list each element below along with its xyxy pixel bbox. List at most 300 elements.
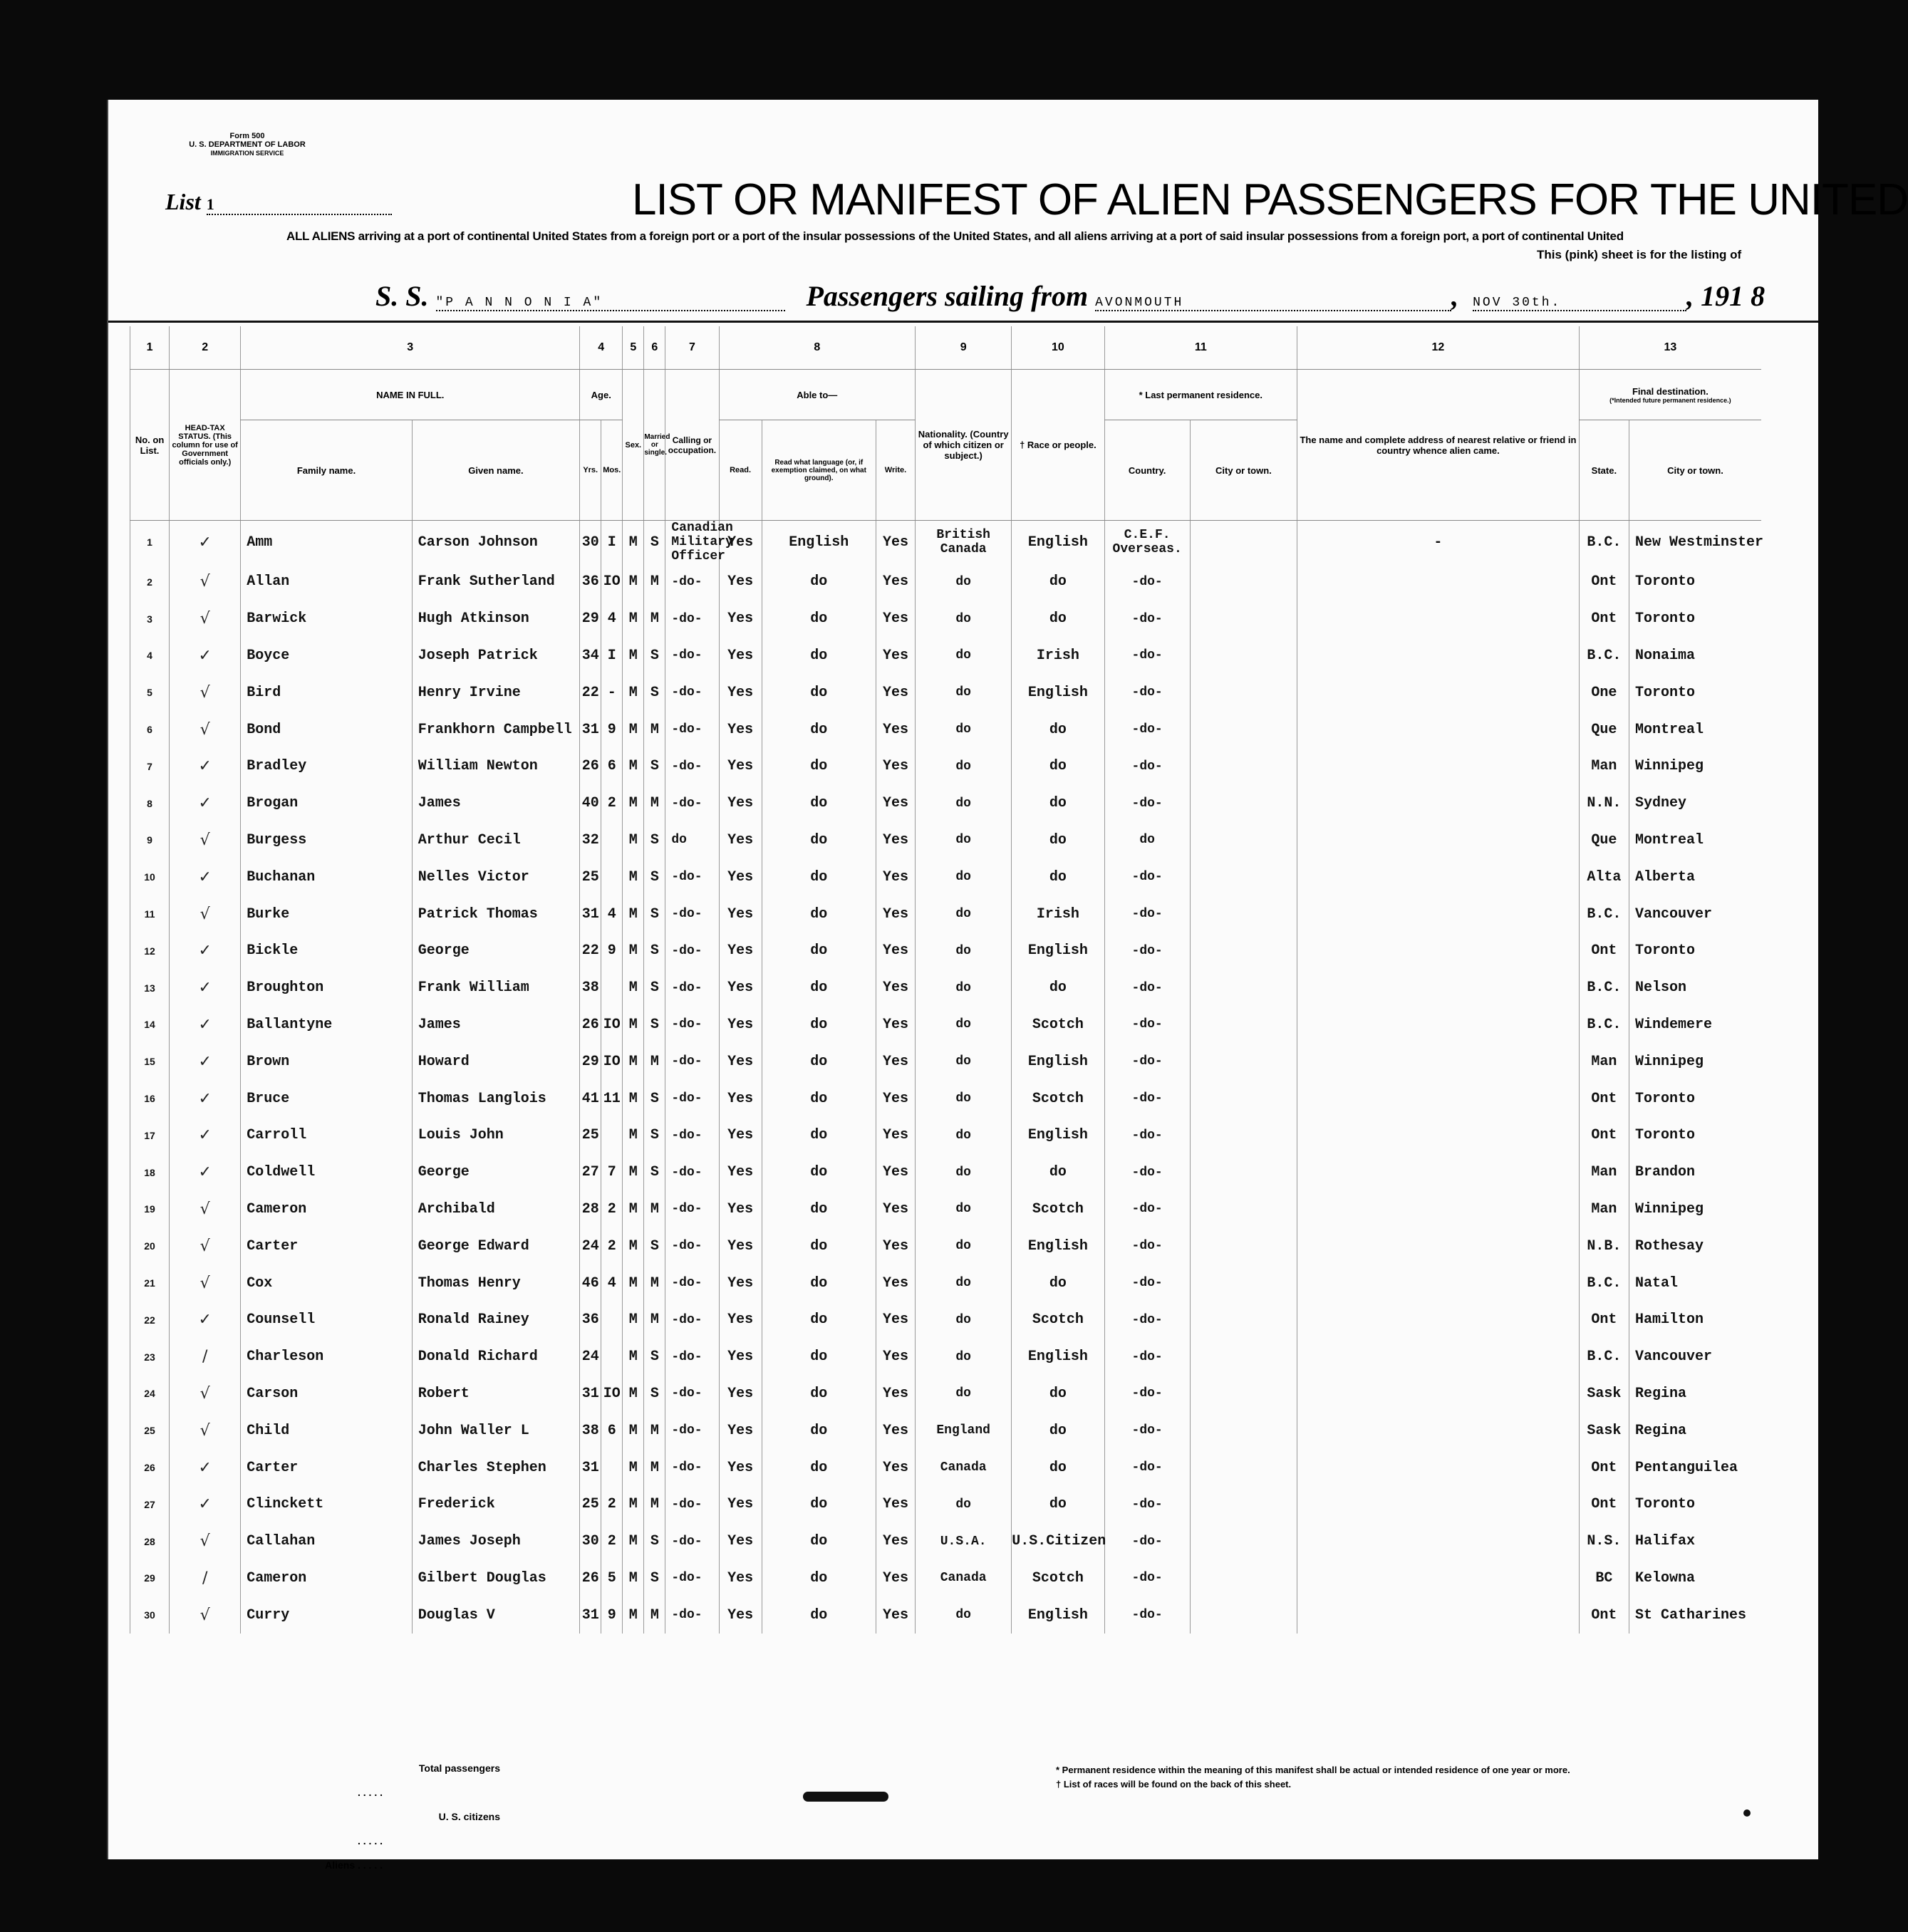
cell-mos: 9 bbox=[601, 1596, 623, 1634]
cell-country: -do- bbox=[1104, 1264, 1190, 1302]
cell-city bbox=[1190, 1412, 1297, 1449]
cell-n: 6 bbox=[130, 711, 170, 748]
cell-write: Yes bbox=[876, 785, 915, 822]
cell-mos: 5 bbox=[601, 1560, 623, 1597]
cell-given: Louis John bbox=[412, 1117, 579, 1154]
totals-block: Total passengers . . . . . U. S. citizens . . . . . Aliens . . . . . bbox=[325, 1762, 500, 1871]
cell-lang: do bbox=[762, 1227, 876, 1264]
cell-write: Yes bbox=[876, 1117, 915, 1154]
cell-sex: M bbox=[623, 711, 644, 748]
column-header-row bbox=[130, 370, 1762, 420]
cell-city bbox=[1190, 1560, 1297, 1597]
cell-nat: do bbox=[916, 1043, 1012, 1080]
cell-sex: M bbox=[623, 1302, 644, 1339]
page-title: LIST OR MANIFEST OF ALIEN PASSENGERS FOR THE UNITED bbox=[632, 175, 1908, 224]
cell-read: Yes bbox=[719, 1376, 762, 1413]
cell-occ: -do- bbox=[665, 1227, 719, 1264]
cell-sex: M bbox=[623, 1412, 644, 1449]
cell-t: ✓ bbox=[170, 1154, 241, 1191]
cell-country: -do- bbox=[1104, 895, 1190, 933]
cell-write: Yes bbox=[876, 933, 915, 970]
cell-mos: 2 bbox=[601, 785, 623, 822]
cell-n: 3 bbox=[130, 601, 170, 638]
cell-sex: M bbox=[623, 1264, 644, 1302]
cell-read: Yes bbox=[719, 1596, 762, 1634]
cell-mos bbox=[601, 1117, 623, 1154]
cell-n: 22 bbox=[130, 1302, 170, 1339]
cell-occ: -do- bbox=[665, 1376, 719, 1413]
cell-n: 18 bbox=[130, 1154, 170, 1191]
list-number: List 1 bbox=[165, 189, 392, 215]
cell-family: Boyce bbox=[241, 638, 412, 675]
header-country: Country. bbox=[1104, 420, 1190, 521]
cell-mos: 11 bbox=[601, 1080, 623, 1117]
cell-sex: M bbox=[623, 858, 644, 895]
cell-nat: do bbox=[916, 1486, 1012, 1523]
cell-occ: -do- bbox=[665, 674, 719, 711]
department-name: U. S. DEPARTMENT OF LABOR bbox=[189, 140, 306, 149]
cell-write: Yes bbox=[876, 1449, 915, 1486]
cell-rel bbox=[1297, 674, 1580, 711]
table-row bbox=[130, 521, 1762, 564]
passenger-rows bbox=[130, 521, 1762, 1634]
cell-t: √ bbox=[170, 1191, 241, 1228]
cell-t: ✓ bbox=[170, 1007, 241, 1044]
cell-nat: do bbox=[916, 1191, 1012, 1228]
cell-sex: M bbox=[623, 933, 644, 970]
cell-n: 16 bbox=[130, 1080, 170, 1117]
cell-nat: do bbox=[916, 748, 1012, 785]
cell-rel bbox=[1297, 785, 1580, 822]
cell-state: Ont bbox=[1579, 1302, 1629, 1339]
header-final bbox=[1579, 370, 1761, 420]
cell-town: Toronto bbox=[1629, 1117, 1761, 1154]
cell-lang: do bbox=[762, 1376, 876, 1413]
cell-sex: M bbox=[623, 1080, 644, 1117]
cell-read: Yes bbox=[719, 1339, 762, 1376]
header-calling: Calling or occupation. bbox=[665, 370, 719, 521]
cell-t: ✓ bbox=[170, 858, 241, 895]
header-final-note: (*Intended future permanent residence.) bbox=[1609, 396, 1731, 404]
cell-nat: do bbox=[916, 970, 1012, 1007]
cell-race: do bbox=[1012, 1449, 1104, 1486]
table-row bbox=[130, 1412, 1762, 1449]
cell-occ: -do- bbox=[665, 1117, 719, 1154]
header-sex: Sex. bbox=[623, 370, 644, 521]
cell-n: 26 bbox=[130, 1449, 170, 1486]
cell-country: -do- bbox=[1104, 601, 1190, 638]
cell-rel bbox=[1297, 933, 1580, 970]
cell-yrs: 26 bbox=[580, 1007, 601, 1044]
table-row bbox=[130, 1191, 1762, 1228]
cell-yrs: 41 bbox=[580, 1080, 601, 1117]
form-number: Form 500 bbox=[229, 132, 265, 140]
cell-state: Ont bbox=[1579, 1080, 1629, 1117]
cell-country: -do- bbox=[1104, 785, 1190, 822]
cell-family: Barwick bbox=[241, 601, 412, 638]
column-number-row: 1 2 3 4 5 6 7 8 9 10 11 12 13 bbox=[130, 326, 1762, 370]
cell-nat: Canada bbox=[916, 1449, 1012, 1486]
cell-lang: do bbox=[762, 858, 876, 895]
cell-read: Yes bbox=[719, 1154, 762, 1191]
cell-state: B.C. bbox=[1579, 1339, 1629, 1376]
cell-yrs: 27 bbox=[580, 1154, 601, 1191]
cell-town: Rothesay bbox=[1629, 1227, 1761, 1264]
table-row bbox=[130, 785, 1762, 822]
cell-ms: S bbox=[644, 1523, 665, 1560]
cell-ms: M bbox=[644, 1043, 665, 1080]
header-headtax: HEAD-TAX STATUS. (This column for use of Government officials only.) bbox=[170, 370, 241, 521]
cell-ms: M bbox=[644, 785, 665, 822]
cell-town: Regina bbox=[1629, 1376, 1761, 1413]
total-passengers-label: Total passengers bbox=[418, 1762, 500, 1774]
cell-mos: I bbox=[601, 521, 623, 564]
cell-mos: 2 bbox=[601, 1191, 623, 1228]
cell-rel bbox=[1297, 1523, 1580, 1560]
table-row bbox=[130, 822, 1762, 859]
cell-write: Yes bbox=[876, 1154, 915, 1191]
cell-lang: do bbox=[762, 1596, 876, 1634]
cell-ms: S bbox=[644, 1560, 665, 1597]
cell-given: Howard bbox=[412, 1043, 579, 1080]
cell-race: English bbox=[1012, 1043, 1104, 1080]
cell-read: Yes bbox=[719, 970, 762, 1007]
table-row bbox=[130, 933, 1762, 970]
cell-n: 13 bbox=[130, 970, 170, 1007]
cell-write: Yes bbox=[876, 1227, 915, 1264]
cell-ms: S bbox=[644, 822, 665, 859]
cell-country: -do- bbox=[1104, 1449, 1190, 1486]
cell-sex: M bbox=[623, 822, 644, 859]
cell-ms: S bbox=[644, 1154, 665, 1191]
header-family: Family name. bbox=[241, 420, 412, 521]
cell-family: Bird bbox=[241, 674, 412, 711]
cell-given: George bbox=[412, 933, 579, 970]
cell-mos: 9 bbox=[601, 711, 623, 748]
cell-mos: IO bbox=[601, 564, 623, 601]
cell-ms: S bbox=[644, 858, 665, 895]
cell-occ: -do- bbox=[665, 933, 719, 970]
header-rule bbox=[108, 321, 1818, 323]
cell-yrs: 24 bbox=[580, 1339, 601, 1376]
cell-read: Yes bbox=[719, 1043, 762, 1080]
table-row bbox=[130, 1339, 1762, 1376]
cell-occ: -do- bbox=[665, 1560, 719, 1597]
cell-race: Scotch bbox=[1012, 1080, 1104, 1117]
cell-occ: -do- bbox=[665, 1449, 719, 1486]
table-row bbox=[130, 1486, 1762, 1523]
cell-yrs: 29 bbox=[580, 1043, 601, 1080]
cell-n: 28 bbox=[130, 1523, 170, 1560]
cell-mos: 4 bbox=[601, 1264, 623, 1302]
cell-country: -do- bbox=[1104, 674, 1190, 711]
cell-occ: -do- bbox=[665, 1080, 719, 1117]
cell-read: Yes bbox=[719, 822, 762, 859]
cell-given: Arthur Cecil bbox=[412, 822, 579, 859]
cell-read: Yes bbox=[719, 1080, 762, 1117]
cell-town: Windemere bbox=[1629, 1007, 1761, 1044]
cell-town: Montreal bbox=[1629, 711, 1761, 748]
cell-family: Coldwell bbox=[241, 1154, 412, 1191]
table-row bbox=[130, 970, 1762, 1007]
cell-lang: do bbox=[762, 601, 876, 638]
cell-sex: M bbox=[623, 1154, 644, 1191]
cell-occ: -do- bbox=[665, 748, 719, 785]
cell-ms: M bbox=[644, 1412, 665, 1449]
cell-state: B.C. bbox=[1579, 970, 1629, 1007]
cell-occ: -do- bbox=[665, 711, 719, 748]
cell-n: 1 bbox=[130, 521, 170, 564]
cell-yrs: 31 bbox=[580, 895, 601, 933]
cell-sex: M bbox=[623, 970, 644, 1007]
cell-given: Thomas Langlois bbox=[412, 1080, 579, 1117]
cell-city bbox=[1190, 564, 1297, 601]
cell-ms: S bbox=[644, 1376, 665, 1413]
cell-n: 12 bbox=[130, 933, 170, 970]
cell-rel bbox=[1297, 601, 1580, 638]
cell-read: Yes bbox=[719, 1227, 762, 1264]
cell-given: Frank William bbox=[412, 970, 579, 1007]
ink-blot bbox=[803, 1792, 888, 1802]
cell-state: N.S. bbox=[1579, 1523, 1629, 1560]
table-row bbox=[130, 1264, 1762, 1302]
cell-rel: - bbox=[1297, 521, 1580, 564]
cell-occ: -do- bbox=[665, 1412, 719, 1449]
subtitle: ALL ALIENS arriving at a port of continental United States from a foreign port or a port of the insular possessions of the United States, and all aliens arriving at a port of said insular possessions from a foreign port, a port of continental United bbox=[286, 229, 1624, 243]
cell-given: Archibald bbox=[412, 1191, 579, 1228]
cell-n: 25 bbox=[130, 1412, 170, 1449]
cell-rel bbox=[1297, 895, 1580, 933]
cell-read: Yes bbox=[719, 1302, 762, 1339]
cell-state: Ont bbox=[1579, 1449, 1629, 1486]
cell-nat: do bbox=[916, 858, 1012, 895]
cell-race: English bbox=[1012, 1117, 1104, 1154]
cell-race: do bbox=[1012, 1154, 1104, 1191]
cell-lang: do bbox=[762, 1191, 876, 1228]
cell-read: Yes bbox=[719, 638, 762, 675]
list-value: 1 bbox=[207, 195, 392, 215]
cell-sex: M bbox=[623, 521, 644, 564]
cell-lang: do bbox=[762, 822, 876, 859]
cell-write: Yes bbox=[876, 1339, 915, 1376]
cell-nat: do bbox=[916, 638, 1012, 675]
cell-lang: do bbox=[762, 1154, 876, 1191]
cell-occ: -do- bbox=[665, 1191, 719, 1228]
cell-yrs: 34 bbox=[580, 638, 601, 675]
ship-name: "P A N N O N I A" bbox=[436, 296, 785, 311]
cell-write: Yes bbox=[876, 1560, 915, 1597]
cell-sex: M bbox=[623, 1449, 644, 1486]
cell-family: Buchanan bbox=[241, 858, 412, 895]
cell-given: James bbox=[412, 785, 579, 822]
cell-country: -do- bbox=[1104, 933, 1190, 970]
cell-occ: -do- bbox=[665, 858, 719, 895]
cell-sex: M bbox=[623, 638, 644, 675]
cell-country: -do- bbox=[1104, 1302, 1190, 1339]
cell-t: ✓ bbox=[170, 970, 241, 1007]
cell-yrs: 28 bbox=[580, 1191, 601, 1228]
cell-race: Scotch bbox=[1012, 1560, 1104, 1597]
cell-sex: M bbox=[623, 1227, 644, 1264]
cell-sex: M bbox=[623, 601, 644, 638]
cell-lang: do bbox=[762, 1523, 876, 1560]
table-row bbox=[130, 1080, 1762, 1117]
cell-city bbox=[1190, 1007, 1297, 1044]
cell-country: -do- bbox=[1104, 1043, 1190, 1080]
cell-family: Bradley bbox=[241, 748, 412, 785]
table-row bbox=[130, 711, 1762, 748]
cell-t: / bbox=[170, 1560, 241, 1597]
cell-city bbox=[1190, 970, 1297, 1007]
cell-city bbox=[1190, 1376, 1297, 1413]
cell-town: Regina bbox=[1629, 1412, 1761, 1449]
cell-write: Yes bbox=[876, 970, 915, 1007]
cell-mos: 2 bbox=[601, 1227, 623, 1264]
cell-town: Toronto bbox=[1629, 674, 1761, 711]
cell-nat: do bbox=[916, 1376, 1012, 1413]
cell-lang: do bbox=[762, 638, 876, 675]
cell-t: ✓ bbox=[170, 1117, 241, 1154]
header-town: City or town. bbox=[1629, 420, 1761, 521]
cell-mos: 2 bbox=[601, 1486, 623, 1523]
cell-town: Nonaima bbox=[1629, 638, 1761, 675]
cell-nat: do bbox=[916, 564, 1012, 601]
cell-given: Henry Irvine bbox=[412, 674, 579, 711]
cell-n: 24 bbox=[130, 1376, 170, 1413]
cell-state: Que bbox=[1579, 711, 1629, 748]
cell-city bbox=[1190, 1449, 1297, 1486]
cell-ms: S bbox=[644, 895, 665, 933]
cell-rel bbox=[1297, 1043, 1580, 1080]
cell-yrs: 29 bbox=[580, 601, 601, 638]
cell-given: James bbox=[412, 1007, 579, 1044]
cell-town: Toronto bbox=[1629, 601, 1761, 638]
cell-town: Pentanguilea bbox=[1629, 1449, 1761, 1486]
cell-mos bbox=[601, 858, 623, 895]
cell-family: Bond bbox=[241, 711, 412, 748]
cell-n: 14 bbox=[130, 1007, 170, 1044]
cell-state: Sask bbox=[1579, 1412, 1629, 1449]
cell-given: Charles Stephen bbox=[412, 1449, 579, 1486]
cell-ms: S bbox=[644, 521, 665, 564]
cell-race: English bbox=[1012, 933, 1104, 970]
cell-occ: -do- bbox=[665, 1264, 719, 1302]
cell-t: ✓ bbox=[170, 748, 241, 785]
cell-country: C.E.F. Overseas. bbox=[1104, 521, 1190, 564]
cell-occ: -do- bbox=[665, 1596, 719, 1634]
cell-yrs: 46 bbox=[580, 1264, 601, 1302]
cell-yrs: 30 bbox=[580, 1523, 601, 1560]
cell-mos: IO bbox=[601, 1007, 623, 1044]
cell-ms: M bbox=[644, 1596, 665, 1634]
cell-family: Charleson bbox=[241, 1339, 412, 1376]
cell-nat: England bbox=[916, 1412, 1012, 1449]
header-state: State. bbox=[1579, 420, 1629, 521]
cell-lang: do bbox=[762, 564, 876, 601]
cell-t: √ bbox=[170, 1412, 241, 1449]
cell-occ: -do- bbox=[665, 601, 719, 638]
cell-city bbox=[1190, 1596, 1297, 1634]
cell-ms: M bbox=[644, 1302, 665, 1339]
cell-country: -do- bbox=[1104, 1596, 1190, 1634]
cell-nat: do bbox=[916, 895, 1012, 933]
cell-family: Burgess bbox=[241, 822, 412, 859]
cell-yrs: 31 bbox=[580, 1376, 601, 1413]
cell-yrs: 40 bbox=[580, 785, 601, 822]
cell-lang: do bbox=[762, 1007, 876, 1044]
cell-state: Sask bbox=[1579, 1376, 1629, 1413]
cell-sex: M bbox=[623, 1043, 644, 1080]
cell-race: Irish bbox=[1012, 895, 1104, 933]
cell-ms: S bbox=[644, 970, 665, 1007]
cell-n: 5 bbox=[130, 674, 170, 711]
cell-yrs: 31 bbox=[580, 711, 601, 748]
cell-write: Yes bbox=[876, 1376, 915, 1413]
cell-city bbox=[1190, 1080, 1297, 1117]
cell-state: Ont bbox=[1579, 1117, 1629, 1154]
cell-n: 8 bbox=[130, 785, 170, 822]
header-city: City or town. bbox=[1190, 420, 1297, 521]
cell-given: Gilbert Douglas bbox=[412, 1560, 579, 1597]
cell-state: Alta bbox=[1579, 858, 1629, 895]
cell-rel bbox=[1297, 1117, 1580, 1154]
table-row bbox=[130, 1560, 1762, 1597]
cell-read: Yes bbox=[719, 1007, 762, 1044]
cell-t: √ bbox=[170, 1376, 241, 1413]
cell-write: Yes bbox=[876, 1302, 915, 1339]
cell-city bbox=[1190, 1264, 1297, 1302]
cell-write: Yes bbox=[876, 1080, 915, 1117]
cell-n: 23 bbox=[130, 1339, 170, 1376]
cell-family: Carson bbox=[241, 1376, 412, 1413]
cell-race: English bbox=[1012, 674, 1104, 711]
cell-family: Carter bbox=[241, 1227, 412, 1264]
cell-lang: do bbox=[762, 970, 876, 1007]
cell-race: do bbox=[1012, 785, 1104, 822]
cell-sex: M bbox=[623, 564, 644, 601]
cell-town: Toronto bbox=[1629, 1080, 1761, 1117]
cell-state: BC bbox=[1579, 1560, 1629, 1597]
cell-t: √ bbox=[170, 564, 241, 601]
cell-write: Yes bbox=[876, 674, 915, 711]
table-row bbox=[130, 748, 1762, 785]
cell-sex: M bbox=[623, 1523, 644, 1560]
cell-race: do bbox=[1012, 858, 1104, 895]
cell-mos: 7 bbox=[601, 1154, 623, 1191]
cell-write: Yes bbox=[876, 895, 915, 933]
table-row bbox=[130, 638, 1762, 675]
cell-city bbox=[1190, 1523, 1297, 1560]
cell-race: Scotch bbox=[1012, 1302, 1104, 1339]
cell-mos: - bbox=[601, 674, 623, 711]
cell-city bbox=[1190, 1227, 1297, 1264]
header-read: Read. bbox=[719, 420, 762, 521]
cell-city bbox=[1190, 601, 1297, 638]
cell-rel bbox=[1297, 1486, 1580, 1523]
cell-ms: M bbox=[644, 1191, 665, 1228]
cell-write: Yes bbox=[876, 1486, 915, 1523]
cell-t: √ bbox=[170, 1264, 241, 1302]
cell-t: ✓ bbox=[170, 1302, 241, 1339]
cell-write: Yes bbox=[876, 521, 915, 564]
cell-given: Donald Richard bbox=[412, 1339, 579, 1376]
cell-town: Winnipeg bbox=[1629, 1043, 1761, 1080]
cell-race: do bbox=[1012, 601, 1104, 638]
cell-read: Yes bbox=[719, 711, 762, 748]
cell-lang: do bbox=[762, 1486, 876, 1523]
cell-n: 19 bbox=[130, 1191, 170, 1228]
cell-race: do bbox=[1012, 1376, 1104, 1413]
